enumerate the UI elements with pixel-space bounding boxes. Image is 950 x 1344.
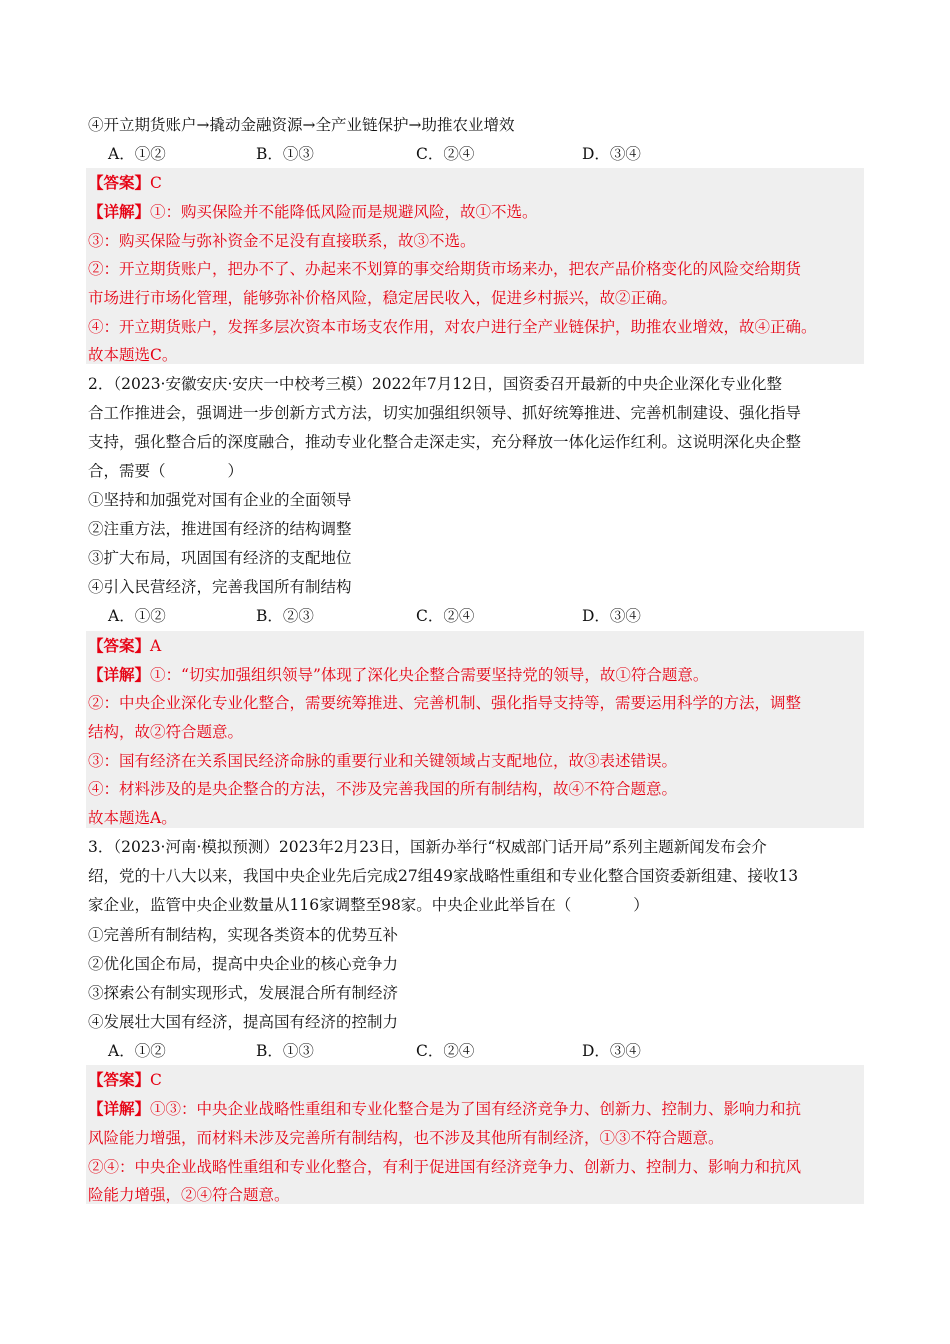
q1-choice-d: D．③④ <box>582 145 641 163</box>
q3-stem-line: 3．（2023·河南·模拟预测）2023年2月23日，国新办举行“权威部门话开局”系列主题新闻发布会介 <box>88 838 767 856</box>
answer-value: A <box>150 637 162 655</box>
q3-answer <box>88 1070 162 1090</box>
q1-detail-line: 市场进行市场化管理，能够弥补价格风险，稳定居民收入，促进乡村振兴，故②正确。 <box>88 289 678 307</box>
q3-detail-line: ②④：中央企业战略性重组和专业化整合，有利于促进国有经济竞争力、创新力、控制力、影响力和抗风 <box>88 1158 802 1176</box>
q2-choice-d: D．③④ <box>582 607 641 625</box>
q3-stem-line: 绍，党的十八大以来，我国中央企业先后完成27组49家战略性重组和专业化整合国资委新组建、接收13 <box>88 867 799 885</box>
q1-detail-line: 故本题选C。 <box>88 346 178 364</box>
q1-detail-line: 【详解】①：购买保险并不能降低风险而是规避风险，故①不选。 <box>88 202 538 221</box>
q3-detail-line: 风险能力增强，而材料未涉及完善所有制结构，也不涉及其他所有制经济，①③不符合题意。 <box>88 1129 724 1147</box>
q2-choice-b: B．②③ <box>256 607 314 625</box>
q1-detail-line: ④：开立期货账户，发挥多层次资本市场支农作用，对农户进行全产业链保护，助推农业增效，故④正确。 <box>88 318 817 336</box>
q2-detail-line: ④：材料涉及的是央企整合的方法，不涉及完善我国的所有制结构，故④不符合题意。 <box>88 780 678 798</box>
answer-value: C <box>150 174 162 192</box>
detail-tag: 【详解】 <box>88 1099 151 1118</box>
q1-answer <box>88 173 162 193</box>
q2-answer <box>88 636 161 656</box>
q3-choice-b: B．①③ <box>256 1042 314 1060</box>
q2-option: ③扩大布局，巩固国有经济的支配地位 <box>88 549 352 567</box>
q1-choice-b: B．①③ <box>256 145 314 163</box>
q2-detail-line: 【详解】①：“切实加强组织领导”体现了深化央企整合需要坚持党的领导，故①符合题意。 <box>88 665 709 684</box>
q3-choice-c: C．②④ <box>416 1042 475 1060</box>
q3-stem-line: 家企业，监管中央企业数量从116家调整至98家。中央企业此举旨在（ ） <box>88 896 649 914</box>
q2-stem-line: 2．（2023·安徽安庆·安庆一中校考三模）2022年7月12日，国资委召开最新的中央企业深化专业化整 <box>88 375 782 393</box>
detail-tag: 【详解】 <box>88 202 151 221</box>
q2-choice-c: C．②④ <box>416 607 475 625</box>
q3-detail-line: 险能力增强，②④符合题意。 <box>88 1186 290 1204</box>
answer-tag: 【答案】 <box>88 173 151 192</box>
q3-option: ④发展壮大国有经济，提高国有经济的控制力 <box>88 1013 399 1031</box>
q1-choice-a: A．①② <box>108 145 166 163</box>
answer-value: C <box>150 1071 162 1089</box>
q2-detail-line: ②：中央企业深化专业化整合，需要统筹推进、完善机制、强化指导支持等，需要运用科学的方法，调整 <box>88 694 802 712</box>
q3-option: ①完善所有制结构，实现各类资本的优势互补 <box>88 926 399 944</box>
q2-choice-a: A．①② <box>108 607 166 625</box>
q3-detail-line: 【详解】①③：中央企业战略性重组和专业化整合是为了国有经济竞争力、创新力、控制力、影响力和抗 <box>88 1099 802 1118</box>
q1-detail-line: ③：购买保险与弥补资金不足没有直接联系，故③不选。 <box>88 232 476 250</box>
q3-choice-d: D．③④ <box>582 1042 641 1060</box>
answer-tag: 【答案】 <box>88 1070 151 1089</box>
q2-stem-line: 支持，强化整合后的深度融合，推动专业化整合走深走实，充分释放一体化运作红利。这说明深化央企整 <box>88 433 802 451</box>
q3-choice-a: A．①② <box>108 1042 166 1060</box>
q2-detail-line: 结构，故②符合题意。 <box>88 723 244 741</box>
q2-option: ②注重方法，推进国有经济的结构调整 <box>88 520 352 538</box>
q2-option: ④引入民营经济，完善我国所有制结构 <box>88 578 352 596</box>
q3-option: ②优化国企布局，提高中央企业的核心竞争力 <box>88 955 399 973</box>
q2-detail-line: ③：国有经济在关系国民经济命脉的重要行业和关键领域占支配地位，故③表述错误。 <box>88 752 678 770</box>
q2-option: ①坚持和加强党对国有企业的全面领导 <box>88 491 352 509</box>
q3-option: ③探索公有制实现形式，发展混合所有制经济 <box>88 984 399 1002</box>
q2-detail-line: 故本题选A。 <box>88 809 177 827</box>
q1-choice-c: C．②④ <box>416 145 475 163</box>
detail-tag: 【详解】 <box>88 665 151 684</box>
q1-option-4: ④开立期货账户→撬动金融资源→全产业链保护→助推农业增效 <box>88 116 515 134</box>
answer-tag: 【答案】 <box>88 636 151 655</box>
q2-stem-line: 合，需要（ ） <box>88 462 244 480</box>
q2-stem-line: 合工作推进会，强调进一步创新方式方法，切实加强组织领导、抓好统筹推进、完善机制建设、强化指导 <box>88 404 802 422</box>
q1-detail-line: ②：开立期货账户，把办不了、办起来不划算的事交给期货市场来办，把农产品价格变化的风险交给期货 <box>88 260 802 278</box>
